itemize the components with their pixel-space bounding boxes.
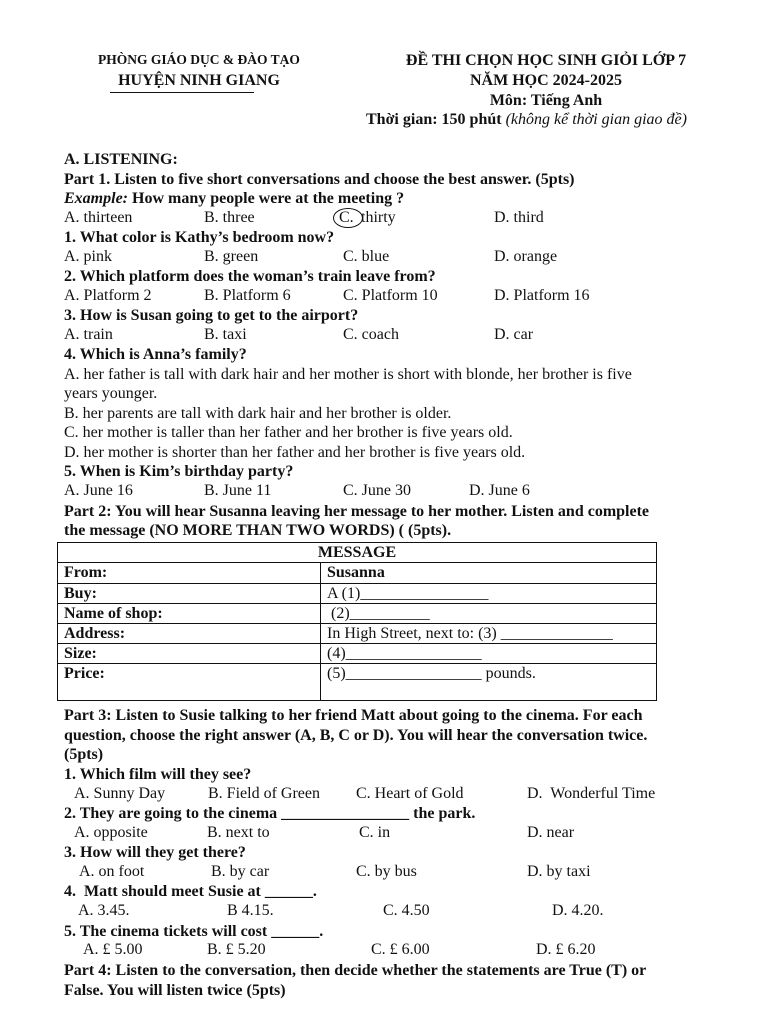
example-option-b: B. three xyxy=(204,209,255,226)
p1-q2-c: C. Platform 10 xyxy=(343,287,438,304)
p3-q2: 2. They are going to the cinema ________________ the park. xyxy=(64,805,476,822)
p1-q4-b: B. her parents are tall with dark hair and her brother is older. xyxy=(64,405,452,422)
row-label: Name of shop: xyxy=(58,604,321,624)
p3-q5-a: A. £ 5.00 xyxy=(83,941,143,958)
p3-q5-b: B. £ 5.20 xyxy=(207,941,266,958)
p1-q2-d: D. Platform 16 xyxy=(494,287,590,304)
p3-q5: 5. The cinema tickets will cost ______. xyxy=(64,923,324,940)
example-text: How many people were at the meeting ? xyxy=(128,190,405,207)
p1-q3-a: A. train xyxy=(64,326,113,343)
row-value: (2)__________ xyxy=(321,604,657,624)
department-name: PHÒNG GIÁO DỤC & ĐÀO TẠO xyxy=(98,52,300,67)
district-underline xyxy=(110,92,254,93)
p1-q5-b: B. June 11 xyxy=(204,482,272,499)
p3-q1-a: A. Sunny Day xyxy=(74,785,166,802)
p1-q3-d: D. car xyxy=(494,326,534,343)
table-row xyxy=(58,584,657,604)
p3-q4: 4. Matt should meet Susie at ______. xyxy=(64,883,317,900)
p1-q2-b: B. Platform 6 xyxy=(204,287,291,304)
p1-q4-a: A. her father is tall with dark hair and her mother is short with blonde, her brother is five xyxy=(64,366,632,383)
p1-q4: 4. Which is Anna’s family? xyxy=(64,346,247,363)
p1-q1-b: B. green xyxy=(204,248,259,265)
p3-q4-b: B 4.15. xyxy=(227,902,274,919)
p1-q1-c: C. blue xyxy=(343,248,390,265)
p1-q1: 1. What color is Kathy’s bedroom now? xyxy=(64,229,335,246)
table-row xyxy=(58,644,657,664)
p3-q1-b: B. Field of Green xyxy=(208,785,320,802)
part3-heading-line3: (5pts) xyxy=(64,746,104,763)
row-label: Buy: xyxy=(58,584,321,604)
example-option-c: C. xyxy=(339,209,354,226)
part4-heading-line2: False. You will listen twice (5pts) xyxy=(64,982,286,999)
p3-q1-d: D. Wonderful Time xyxy=(527,785,656,802)
p1-q2: 2. Which platform does the woman’s train leave from? xyxy=(64,268,436,285)
table-row xyxy=(58,563,657,584)
message-title: MESSAGE xyxy=(58,543,657,563)
p3-q3-a: A. on foot xyxy=(79,863,145,880)
p1-q5-a: A. June 16 xyxy=(64,482,133,499)
p3-q3-c: C. by bus xyxy=(356,863,417,880)
p1-q3: 3. How is Susan going to get to the airport? xyxy=(64,307,359,324)
p3-q2-b: B. next to xyxy=(207,824,270,841)
p1-q5: 5. When is Kim’s birthday party? xyxy=(64,463,294,480)
p3-q3-d: D. by taxi xyxy=(527,863,591,880)
p3-q2-c: C. in xyxy=(359,824,391,841)
row-value: A (1)________________ xyxy=(321,584,657,604)
row-value: (4)_________________ xyxy=(321,644,657,664)
part2-heading-line2: the message (NO MORE THAN TWO WORDS) ( (5pts). xyxy=(64,522,452,539)
row-label: Price: xyxy=(58,664,321,701)
table-row xyxy=(58,624,657,644)
district-name: HUYỆN NINH GIANG xyxy=(118,72,280,89)
table-row xyxy=(58,664,657,701)
p1-q2-a: A. Platform 2 xyxy=(64,287,152,304)
row-value: Susanna xyxy=(321,563,657,584)
p3-q5-c: C. £ 6.00 xyxy=(371,941,430,958)
p3-q4-a: A. 3.45. xyxy=(78,902,130,919)
exam-title: ĐỀ THI CHỌN HỌC SINH GIỎI LỚP 7 xyxy=(405,52,687,69)
row-label: Address: xyxy=(58,624,321,644)
table-row xyxy=(58,604,657,624)
example-option-d: D. third xyxy=(494,209,544,226)
p3-q2-a: A. opposite xyxy=(74,824,148,841)
row-label: Size: xyxy=(58,644,321,664)
p3-q3-b: B. by car xyxy=(211,863,270,880)
p1-q1-a: A. pink xyxy=(64,248,112,265)
p1-q5-d: D. June 6 xyxy=(469,482,530,499)
p1-q4-a-cont: years younger. xyxy=(64,385,158,402)
time-line xyxy=(366,111,687,129)
message-table xyxy=(57,542,657,701)
p1-q3-b: B. taxi xyxy=(204,326,247,343)
p1-q1-d: D. orange xyxy=(494,248,558,265)
example-question xyxy=(64,189,404,209)
example-label: Example: xyxy=(64,190,128,207)
example-option-c-text: thirty xyxy=(361,209,396,226)
section-a-heading: A. LISTENING: xyxy=(64,151,178,168)
p1-q5-c: C. June 30 xyxy=(343,482,411,499)
row-label: From: xyxy=(58,563,321,584)
time-label: Thời gian: 150 phút xyxy=(366,111,502,128)
p3-q1: 1. Which film will they see? xyxy=(64,766,252,783)
part4-heading-line1: Part 4: Listen to the conversation, then decide whether the statements are True (T) or xyxy=(64,962,647,979)
message-title-row xyxy=(58,543,657,563)
p3-q4-c: C. 4.50 xyxy=(383,902,430,919)
p1-q3-c: C. coach xyxy=(343,326,399,343)
p3-q5-d: D. £ 6.20 xyxy=(536,941,596,958)
school-year: NĂM HỌC 2024-2025 xyxy=(470,72,622,89)
part3-heading-line2: question, choose the right answer (A, B, C or D). You will hear the conversation twice. xyxy=(64,727,648,744)
row-value: (5)_________________ pounds. xyxy=(321,664,657,701)
subject: Môn: Tiếng Anh xyxy=(489,92,603,109)
p3-q2-d: D. near xyxy=(527,824,575,841)
p1-q4-d: D. her mother is shorter than her father and her brother is five years old. xyxy=(64,444,526,461)
p1-q4-c: C. her mother is taller than her father and her brother is five years old. xyxy=(64,424,513,441)
p3-q4-d: D. 4.20. xyxy=(552,902,604,919)
part1-heading: Part 1. Listen to five short conversations and choose the best answer. (5pts) xyxy=(64,171,575,188)
part3-heading-line1: Part 3: Listen to Susie talking to her friend Matt about going to the cinema. For each xyxy=(64,707,643,724)
example-option-a: A. thirteen xyxy=(64,209,133,226)
part2-heading-line1: Part 2: You will hear Susanna leaving her message to her mother. Listen and complete xyxy=(64,503,650,520)
time-note: (không kể thời gian giao đề) xyxy=(505,111,687,128)
row-value: In High Street, next to: (3) ______________ xyxy=(321,624,657,644)
p3-q3: 3. How will they get there? xyxy=(64,844,246,861)
p3-q1-c: C. Heart of Gold xyxy=(356,785,464,802)
